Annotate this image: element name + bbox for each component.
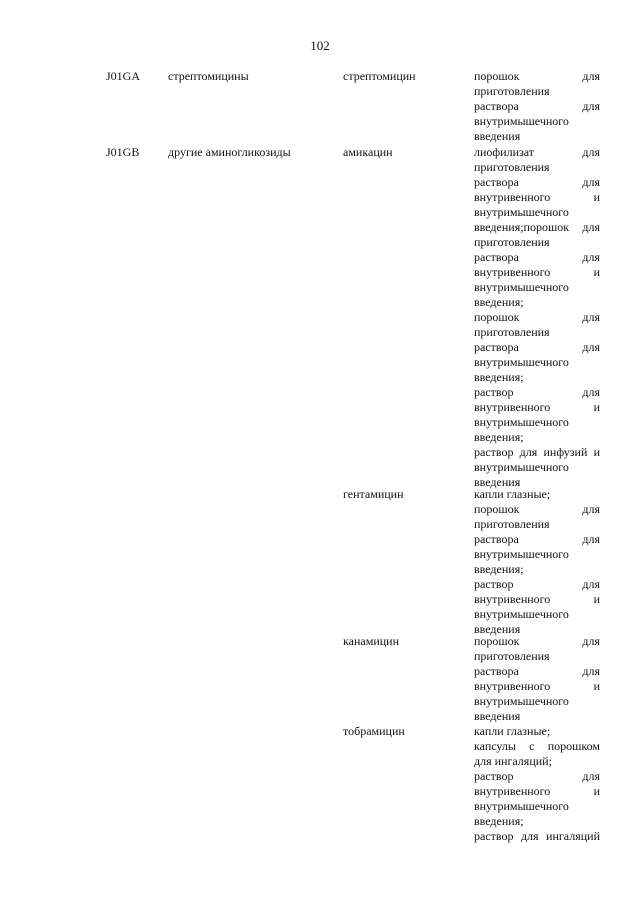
dosage-form-line: раствор для: [474, 769, 600, 783]
dosage-form-line: раствора для: [474, 532, 600, 546]
dosage-form-line: внутримышечного: [474, 355, 569, 369]
dosage-form-line: капли глазные;: [474, 724, 551, 738]
dosage-form-line: введения;: [474, 370, 524, 384]
atc-code: J01GA: [106, 69, 141, 83]
dosage-forms: [474, 487, 600, 637]
dosage-form-line: для ингаляций;: [474, 754, 552, 768]
dosage-form-line: раствор для ингаляций: [474, 829, 600, 843]
dosage-form-line: раствора для: [474, 664, 600, 678]
dosage-form-line: раствора для: [474, 340, 600, 354]
dosage-form-line: внутримышечного: [474, 205, 569, 219]
dosage-form-line: внутримышечного: [474, 280, 569, 294]
dosage-form-line: введения: [474, 709, 521, 723]
atc-code: J01GB: [106, 145, 140, 159]
dosage-form-line: введения;: [474, 814, 524, 828]
drug-name: тобрамицин: [343, 724, 405, 738]
dosage-form-line: приготовления: [474, 325, 550, 339]
dosage-form-line: внутривенного и: [474, 400, 600, 414]
dosage-form-line: внутримышечного: [474, 460, 569, 474]
dosage-form-line: внутривенного и: [474, 190, 600, 204]
dosage-form-line: введения: [474, 475, 521, 489]
dosage-forms: [474, 69, 600, 144]
group-name: другие аминогликозиды: [168, 145, 291, 159]
dosage-form-line: приготовления: [474, 649, 550, 663]
dosage-form-line: внутривенного и: [474, 679, 600, 693]
dosage-form-line: введения: [474, 129, 521, 143]
dosage-form-line: внутримышечного: [474, 415, 569, 429]
dosage-form-line: раствора для: [474, 175, 600, 189]
dosage-form-line: порошок для: [474, 69, 600, 83]
dosage-form-line: капсулы с порошком: [474, 739, 600, 753]
dosage-form-line: порошок для: [474, 310, 600, 324]
dosage-form-line: внутримышечного: [474, 547, 569, 561]
dosage-form-line: раствор для: [474, 385, 600, 399]
dosage-form-line: введения;порошок для: [474, 220, 600, 234]
dosage-forms: [474, 634, 600, 724]
dosage-forms: [474, 724, 600, 844]
drug-name: стрептомицин: [343, 69, 416, 83]
dosage-forms: [474, 145, 600, 490]
dosage-form-line: введения;: [474, 562, 524, 576]
dosage-form-line: внутривенного и: [474, 265, 600, 279]
dosage-form-line: лиофилизат для: [474, 145, 600, 159]
dosage-form-line: порошок для: [474, 634, 600, 648]
dosage-form-line: введения;: [474, 295, 524, 309]
drug-name: канамицин: [343, 634, 400, 648]
dosage-form-line: внутривенного и: [474, 784, 600, 798]
dosage-form-line: введения;: [474, 430, 524, 444]
dosage-form-line: раствор для: [474, 577, 600, 591]
drug-name: амикацин: [343, 145, 393, 159]
dosage-form-line: внутримышечного: [474, 799, 569, 813]
dosage-form-line: приготовления: [474, 517, 550, 531]
dosage-form-line: внутримышечного: [474, 607, 569, 621]
dosage-form-line: порошок для: [474, 502, 600, 516]
dosage-form-line: внутримышечного: [474, 694, 569, 708]
dosage-form-line: внутривенного и: [474, 592, 600, 606]
page-number: 102: [310, 38, 330, 53]
dosage-form-line: раствора для: [474, 250, 600, 264]
dosage-form-line: раствор для инфузий и: [474, 445, 600, 459]
dosage-form-line: приготовления: [474, 160, 550, 174]
dosage-form-line: введения: [474, 622, 521, 636]
dosage-form-line: приготовления: [474, 235, 550, 249]
dosage-form-line: капли глазные;: [474, 487, 551, 501]
dosage-form-line: раствора для: [474, 99, 600, 113]
drug-name: гентамицин: [343, 487, 404, 501]
group-name: стрептомицины: [168, 69, 249, 83]
dosage-form-line: внутримышечного: [474, 114, 569, 128]
dosage-form-line: приготовления: [474, 84, 550, 98]
